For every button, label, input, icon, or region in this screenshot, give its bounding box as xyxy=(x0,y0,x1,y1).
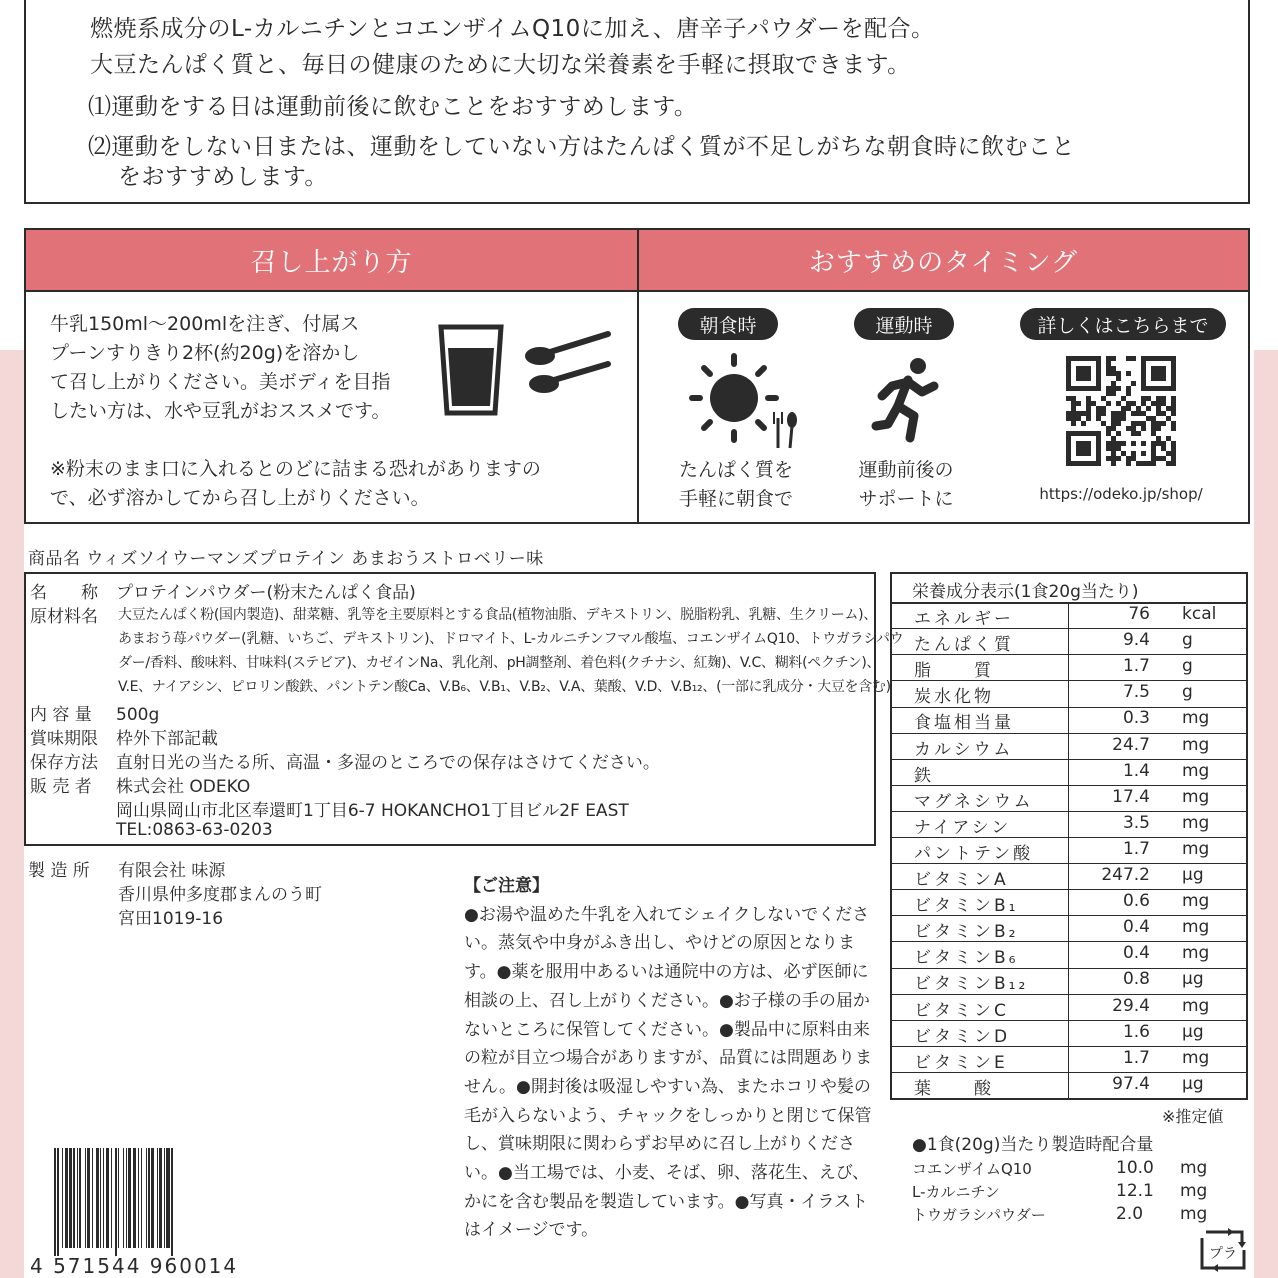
info-key: 賞味期限 xyxy=(30,729,98,749)
nutrient-unit: μg xyxy=(1182,1073,1204,1094)
nutrition-row xyxy=(892,811,1246,838)
nutrient-name: エネルギー xyxy=(914,609,1014,629)
info-row-name xyxy=(30,578,416,603)
nutrition-row xyxy=(892,915,1246,942)
nutrient-value: 97.4 xyxy=(1112,1073,1150,1094)
breakfast-label: 朝食時 xyxy=(678,308,778,340)
sun-icon xyxy=(686,352,806,452)
nutrient-unit: g xyxy=(1182,682,1193,703)
nutrition-row xyxy=(892,680,1246,707)
info-key: 販 売 者 xyxy=(30,777,92,797)
nutrient-name: 炭水化物 xyxy=(914,687,994,708)
breakfast-caption-2: 手軽に朝食で xyxy=(678,488,793,510)
howto-line-4: したい方は、水や豆乳がおススメです。 xyxy=(50,400,391,422)
intro-point-1: ⑴運動をする日は運動前後に飲むことをおすすめします。 xyxy=(88,94,698,120)
recycle-pla-icon xyxy=(1198,1228,1248,1274)
left-pink-margin xyxy=(0,350,24,1278)
nutrition-row xyxy=(892,602,1246,629)
exercise-label: 運動時 xyxy=(854,308,954,340)
nutrient-value: 1.7 xyxy=(1122,838,1150,859)
nutrient-value: 76 xyxy=(1128,604,1150,624)
blend-value: 2.0 xyxy=(1116,1204,1144,1224)
recycle-mark-text: プラ xyxy=(1209,1246,1237,1262)
spoon-icon xyxy=(522,328,614,398)
intro-point-2a: ⑵運動をしない日または、運動をしていない方はたんぱく質が不足しがちな朝食時に飲むこと xyxy=(88,134,1075,160)
nutrition-row xyxy=(892,785,1246,812)
nutrient-name: パントテン酸 xyxy=(914,843,1034,864)
intro-line-1: 燃焼系成分のL-カルニチンとコエンザイムQ10に加え、唐辛子パウダーを配合。 xyxy=(90,16,935,42)
nutrition-row xyxy=(892,967,1246,994)
blend-name: コエンザイムQ10 xyxy=(912,1160,1032,1178)
barcode-number: 4 571544 960014 xyxy=(30,1254,239,1278)
nutrition-row xyxy=(892,889,1246,916)
timing-header: おすすめのタイミング xyxy=(639,230,1248,290)
howto-header: 召し上がり方 xyxy=(26,230,637,290)
nutrition-row xyxy=(892,628,1246,655)
info-value: 株式会社 ODEKO xyxy=(116,777,251,797)
breakfast-caption-1: たんぱく質を xyxy=(678,459,793,481)
nutrient-unit: mg xyxy=(1182,812,1210,833)
blend-title: ●1食(20g)当たり製造時配合量 xyxy=(912,1135,1154,1155)
info-key: 名 称 xyxy=(30,583,98,603)
blend-name: L-カルニチン xyxy=(912,1183,1000,1201)
manufacturer-address-2: 宮田1019-16 xyxy=(118,909,224,929)
nutrient-value: 29.4 xyxy=(1112,995,1150,1016)
nutrient-name: ビタミンB₁₂ xyxy=(914,974,1029,995)
blend-unit: mg xyxy=(1180,1181,1208,1201)
info-row-storage xyxy=(30,748,660,773)
nutrient-name: 葉 酸 xyxy=(914,1078,994,1099)
nutrient-unit: mg xyxy=(1182,734,1210,755)
manufacturer-key: 製 造 所 xyxy=(28,861,90,881)
product-name: 商品名 ウィズソイウーマンズプロテイン あまおうストロベリー味 xyxy=(28,549,544,569)
product-info-box xyxy=(24,572,904,846)
caution-section xyxy=(464,872,876,1245)
nutrition-row xyxy=(892,941,1246,968)
nutrient-name: 食塩相当量 xyxy=(914,713,1014,734)
barcode-bar xyxy=(173,1148,174,1256)
nutrition-row xyxy=(892,759,1246,786)
nutrient-value: 24.7 xyxy=(1112,734,1150,755)
nutrient-name: ビタミンE xyxy=(914,1052,1008,1073)
estimate-note: ※推定値 xyxy=(1162,1107,1224,1126)
nutrient-unit: mg xyxy=(1182,786,1210,807)
nutrition-row xyxy=(892,837,1246,864)
nutrient-value: 0.4 xyxy=(1122,917,1150,938)
intro-box xyxy=(24,0,1250,204)
nutrition-row xyxy=(892,706,1246,733)
caution-title: 【ご注意】 xyxy=(464,876,549,896)
nutrition-row xyxy=(892,994,1246,1021)
nutrient-value: 17.4 xyxy=(1112,786,1150,807)
blend-value: 12.1 xyxy=(1116,1181,1154,1201)
exercise-caption-1: 運動前後の xyxy=(858,459,954,481)
blend-name: トウガラシパウダー xyxy=(912,1206,1046,1224)
blend-value: 10.0 xyxy=(1116,1158,1154,1178)
info-key: 内 容 量 xyxy=(30,705,92,725)
manufacturer-address-1: 香川県仲多度郡まんのう町 xyxy=(118,885,322,905)
nutrient-unit: g xyxy=(1182,630,1193,651)
nutrient-value: 1.4 xyxy=(1122,760,1150,781)
nutrient-name: ビタミンD xyxy=(914,1026,1011,1047)
nutrition-title xyxy=(892,574,1246,604)
glass-icon xyxy=(438,324,504,416)
nutrient-unit: mg xyxy=(1182,917,1210,938)
nutrient-value: 0.4 xyxy=(1122,943,1150,964)
qr-code-icon[interactable] xyxy=(1066,356,1176,466)
howto-line-2: プーンすりきり2杯(約20g)を溶かし xyxy=(50,342,360,364)
nutrient-name: ナイアシン xyxy=(914,817,1012,838)
nutrient-unit: mg xyxy=(1182,1047,1210,1068)
nutrient-unit: g xyxy=(1182,656,1193,677)
nutrient-name: 脂 質 xyxy=(914,661,994,682)
blend-unit: mg xyxy=(1180,1158,1208,1178)
nutrition-row xyxy=(892,654,1246,681)
nutrient-name: ビタミンB₂ xyxy=(914,922,1019,943)
nutrient-unit: kcal xyxy=(1182,604,1217,624)
nutrient-unit: μg xyxy=(1182,1021,1204,1042)
howto-note-1: ※粉末のまま口に入れるとのどに詰まる恐れがありますの xyxy=(50,458,541,480)
info-key: 保存方法 xyxy=(30,753,98,773)
nutrient-value: 1.6 xyxy=(1122,1021,1150,1042)
seller-tel: TEL:0863-63-0203 xyxy=(116,820,273,840)
howto-line-1: 牛乳150ml～200mlを注ぎ、付属ス xyxy=(50,313,360,335)
seller-address: 岡山県岡山市北区奉還町1丁目6-7 HOKANCHO1丁目ビル2F EAST xyxy=(116,801,629,821)
nutrient-unit: mg xyxy=(1182,708,1210,729)
nutrition-row xyxy=(892,1046,1246,1073)
nutrient-value: 0.8 xyxy=(1122,969,1150,990)
ingredients-line-1: 大豆たんぱく粉(国内製造)、甜菜糖、乳等を主要原料とする食品(植物油脂、デキストリン、脱脂粉乳、乳糖、生クリーム)、 xyxy=(118,607,878,623)
nutrient-value: 0.3 xyxy=(1122,708,1150,729)
nutrient-name: 鉄 xyxy=(914,765,934,786)
nutrient-name: ビタミンC xyxy=(914,1000,1009,1021)
nutrient-value: 247.2 xyxy=(1101,865,1150,885)
intro-point-2b: をおすすめします。 xyxy=(118,164,328,190)
right-pink-margin xyxy=(1254,350,1278,1278)
nutrient-name: ビタミンA xyxy=(914,870,1009,890)
usage-box xyxy=(24,228,1250,524)
nutrition-row xyxy=(892,733,1246,760)
nutrient-unit: mg xyxy=(1182,995,1210,1016)
howto-line-3: て召し上がりください。美ボディを目指 xyxy=(50,371,391,393)
nutrient-value: 7.5 xyxy=(1122,682,1150,703)
intro-line-2: 大豆たんぱく質と、毎日の健康のために大切な栄養素を手軽に摂取できます。 xyxy=(90,52,911,78)
ingredients-line-3: ダー/香料、酸味料、甘味料(ステビア)、カゼインNa、乳化剤、pH調整剤、着色料(クチナシ、紅麹)、V.C、糊料(ペクチン)、 xyxy=(118,655,881,671)
running-person-icon xyxy=(868,356,948,448)
nutrient-unit: mg xyxy=(1182,943,1210,964)
nutrient-name: ビタミンB₆ xyxy=(914,948,1019,969)
info-value: 直射日光の当たる所、高温・多湿のところでの保存はさけてください。 xyxy=(116,753,660,773)
nutrient-name: マグネシウム xyxy=(914,791,1034,812)
info-value: 枠外下部記載 xyxy=(116,729,218,749)
manufacturer-name: 有限会社 味源 xyxy=(118,861,226,881)
barcode xyxy=(54,1148,286,1252)
nutrient-unit: μg xyxy=(1182,865,1204,885)
nutrition-row xyxy=(892,1020,1246,1047)
nutrient-value: 1.7 xyxy=(1122,1047,1150,1068)
nutrient-unit: μg xyxy=(1182,969,1204,990)
nutrient-value: 0.6 xyxy=(1122,891,1150,912)
more-info-label: 詳しくはこちらまで xyxy=(1020,308,1226,340)
nutrient-name: カルシウム xyxy=(914,739,1014,760)
nutrition-row xyxy=(892,863,1246,890)
nutrient-value: 3.5 xyxy=(1122,812,1150,833)
nutrition-table xyxy=(890,572,1248,1100)
nutrient-unit: mg xyxy=(1182,891,1210,912)
info-row-expiry xyxy=(30,724,218,749)
shop-url[interactable]: https://odeko.jp/shop/ xyxy=(1039,485,1203,503)
caution-text: ●お湯や温めた牛乳を入れてシェイクしないでください。蒸気や中身がふき出し、やけどの原因となります。●薬を服用中あるいは通院中の方は、必ず医師に相談の上、召し上がりください。●お子様の手の届かないところに保管してください。●製品中に原料由来の粒が目立つ場合がありますが、品質には問題ありません。●開封後は吸湿しやすい為、またホコリや髪の毛が入らないよう、チャックをしっかりと閉じて保管し、賞味期限に関わらずお早めに召し上がりください。●当工場では、小麦、そば、卵、落花生、えび、かにを含む製品を製造しています。●写真・イラストはイメージです。 xyxy=(464,904,872,1241)
info-row-content xyxy=(30,700,159,725)
nutrition-title-text: 栄養成分表示(1食20g当たり) xyxy=(912,582,1139,602)
howto-note-2: で、必ず溶かしてから召し上がりください。 xyxy=(50,487,430,509)
info-row-ingredients xyxy=(30,602,116,627)
nutrient-value: 1.7 xyxy=(1122,656,1150,677)
ingredients-line-4: V.E、ナイアシン、ピロリン酸鉄、パントテン酸Ca、V.B₆、V.B₁、V.B₂、V.A、葉酸、V.D、V.B₁₂、(一部に乳成分・大豆を含む) xyxy=(118,679,891,695)
column-divider xyxy=(637,230,639,522)
info-value: 500g xyxy=(116,705,160,725)
exercise-caption-2: サポートに xyxy=(858,488,954,510)
nutrient-value: 9.4 xyxy=(1122,630,1150,651)
ingredients-line-2: あまおう苺パウダー(乳糖、いちご、デキストリン)、ドロマイト、L-カルニチンフマル酸塩、コエンザイムQ10、トウガラシパウ xyxy=(118,631,904,647)
nutrient-name: たんぱく質 xyxy=(914,635,1014,656)
nutrition-row xyxy=(892,1072,1246,1098)
nutrient-unit: mg xyxy=(1182,838,1210,859)
info-value: プロテインパウダー(粉末たんぱく食品) xyxy=(116,583,416,603)
nutrient-unit: mg xyxy=(1182,760,1210,781)
info-row-seller xyxy=(30,772,250,797)
nutrient-name: ビタミンB₁ xyxy=(914,896,1019,917)
info-key: 原材料名 xyxy=(30,607,98,627)
blend-unit: mg xyxy=(1180,1204,1208,1224)
